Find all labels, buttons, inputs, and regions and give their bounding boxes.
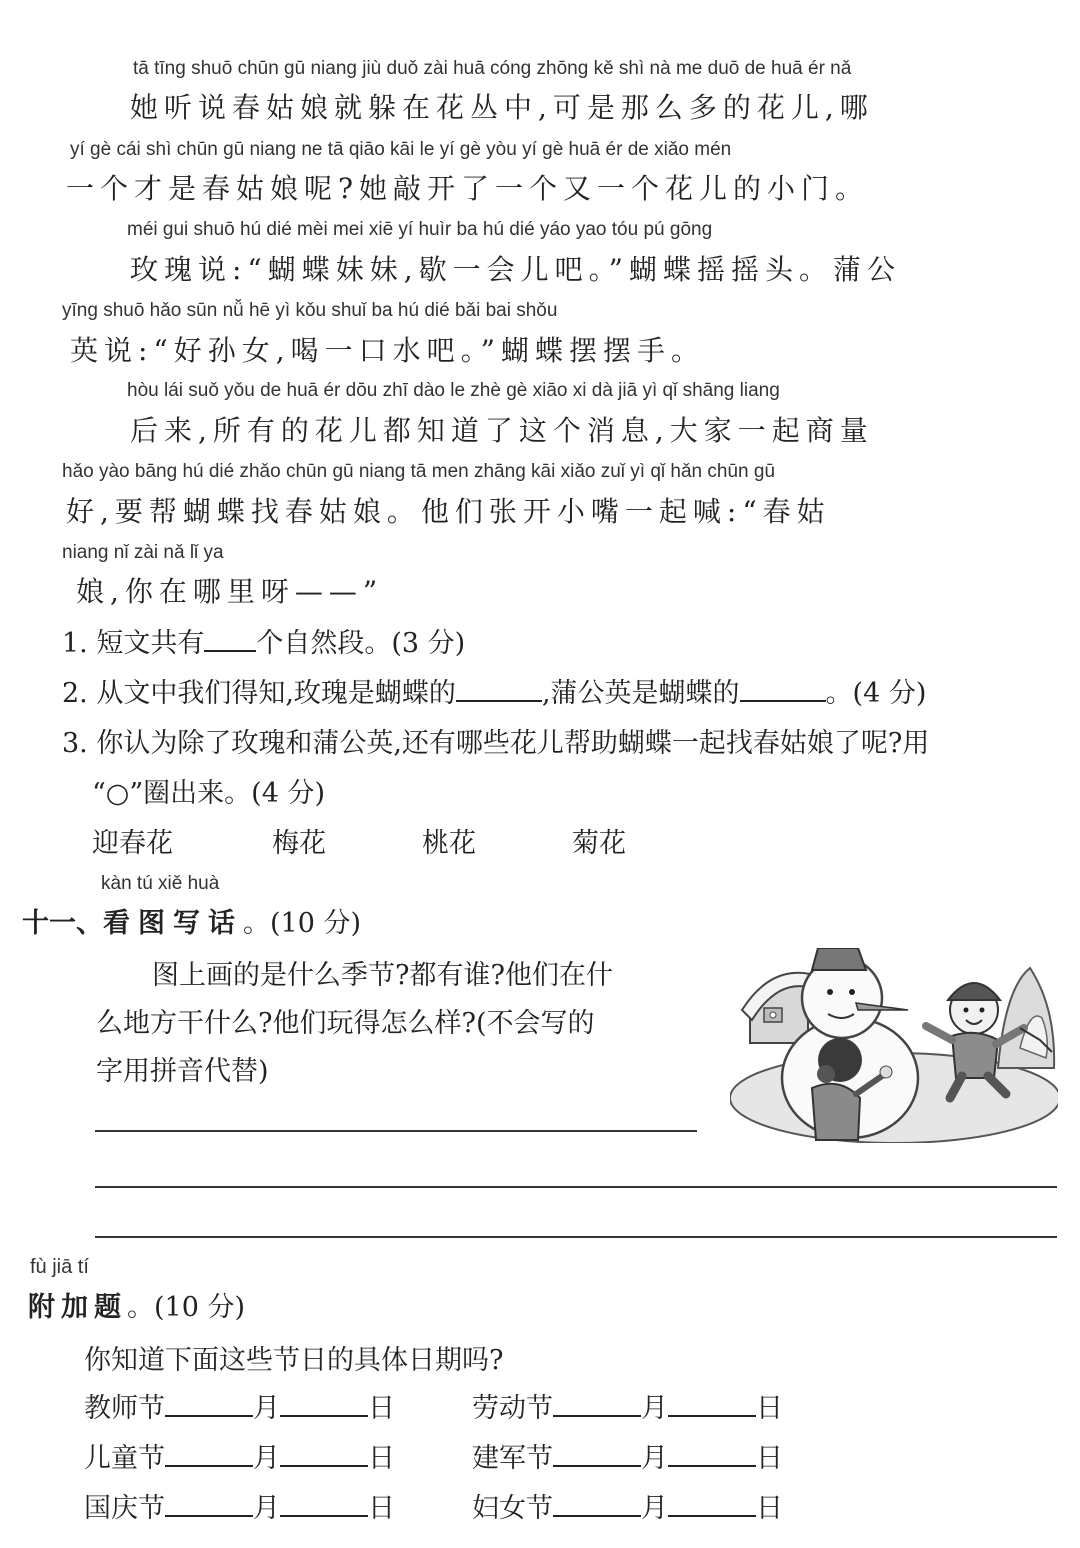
question-2: 2. 从文中我们得知,玫瑰是蝴蝶的 ,蒲公英是蝴蝶的 。(4 分) <box>62 671 926 710</box>
text-line-2: 一个才是春姑娘呢?她敲开了一个又一个花儿的小门。 <box>66 172 870 205</box>
section11-prompt-3: 字用拼音代替) <box>96 1056 269 1087</box>
holiday-row: 建军节 月 日 <box>472 1436 783 1475</box>
day-blank[interactable] <box>280 1489 368 1517</box>
text-line-5: 后来,所有的花儿都知道了这个消息,大家一起商量 <box>130 414 874 447</box>
section11-pinyin: kàn tú xiě huà <box>101 873 220 894</box>
holiday-row: 教师节 月 日 <box>84 1386 395 1425</box>
text-line-1: 她听说春姑娘就躲在花丛中,可是那么多的花儿,哪 <box>130 91 874 124</box>
pinyin-line-6: hǎo yào bāng hú dié zhǎo chūn gū niang tā men zhāng kāi xiǎo zuǐ yì qǐ hǎn chūn gū <box>62 461 776 482</box>
bonus-pinyin: fù jiā tí <box>30 1256 89 1278</box>
month-blank[interactable] <box>165 1389 253 1417</box>
text-line-4: 英说:“好孙女,喝一口水吧。”蝴蝶摆摆手。 <box>70 334 705 367</box>
answer-blank[interactable] <box>740 674 826 702</box>
day-blank[interactable] <box>280 1439 368 1467</box>
month-blank[interactable] <box>553 1439 641 1467</box>
bonus-heading: 附加题。(10 分) <box>28 1292 246 1323</box>
day-blank[interactable] <box>668 1389 756 1417</box>
flower-option[interactable]: 菊花 <box>572 828 626 859</box>
answer-blank[interactable] <box>456 674 542 702</box>
section11-prompt-2: 么地方干什么?他们玩得怎么样?(不会写的 <box>96 1008 595 1039</box>
holiday-row: 妇女节 月 日 <box>472 1486 783 1525</box>
question-3-line-2: “○”圈出来。(4 分) <box>92 778 325 809</box>
text-line-7: 娘,你在哪里呀——” <box>76 575 384 608</box>
month-blank[interactable] <box>165 1489 253 1517</box>
pinyin-line-4: yīng shuō hǎo sūn nǚ hē yì kǒu shuǐ ba hú dié bǎi bai shǒu <box>62 300 558 321</box>
pinyin-line-1: tā tīng shuō chūn gū niang jiù duǒ zài huā cóng zhōng kě shì nà me duō de huā ér nǎ <box>133 58 852 79</box>
pinyin-line-3: méi gui shuō hú dié mèi mei xiē yí huìr ba hú dié yáo yao tóu pú gōng <box>127 219 713 240</box>
pinyin-line-7: niang nǐ zài nǎ lǐ ya <box>62 542 224 563</box>
month-blank[interactable] <box>553 1389 641 1417</box>
day-blank[interactable] <box>668 1439 756 1467</box>
text-line-3: 玫瑰说:“蝴蝶妹妹,歇一会儿吧。”蝴蝶摇摇头。蒲公 <box>130 253 901 286</box>
text-line-6: 好,要帮蝴蝶找春姑娘。他们张开小嘴一起喊:“春姑 <box>66 495 831 528</box>
month-blank[interactable] <box>165 1439 253 1467</box>
holiday-row: 劳动节 月 日 <box>472 1386 783 1425</box>
snowman-illustration <box>730 948 1058 1143</box>
day-blank[interactable] <box>280 1389 368 1417</box>
day-blank[interactable] <box>668 1489 756 1517</box>
writing-line[interactable] <box>95 1236 1057 1238</box>
writing-line[interactable] <box>95 1186 1057 1188</box>
pinyin-line-5: hòu lái suǒ yǒu de huā ér dōu zhī dào le zhè gè xiāo xi dà jiā yì qǐ shāng liang <box>127 380 780 401</box>
month-blank[interactable] <box>553 1489 641 1517</box>
answer-blank[interactable] <box>204 624 256 652</box>
section11-prompt-1: 图上画的是什么季节?都有谁?他们在什 <box>152 960 613 991</box>
question-1: 1. 短文共有 个自然段。(3 分) <box>62 621 465 660</box>
writing-line[interactable] <box>95 1130 697 1132</box>
question-3-line-1: 3. 你认为除了玫瑰和蒲公英,还有哪些花儿帮助蝴蝶一起找春姑娘了呢?用 <box>62 728 930 759</box>
flower-option[interactable]: 迎春花 <box>92 828 173 859</box>
flower-option[interactable]: 梅花 <box>272 828 326 859</box>
section11-heading: 十一、看图写话。(10 分) <box>22 908 362 939</box>
pinyin-line-2: yí gè cái shì chūn gū niang ne tā qiāo kāi le yí gè yòu yí gè huā ér de xiǎo mén <box>70 139 732 160</box>
holiday-row: 国庆节 月 日 <box>84 1486 395 1525</box>
bonus-question: 你知道下面这些节日的具体日期吗? <box>84 1345 504 1376</box>
holiday-row: 儿童节 月 日 <box>84 1436 395 1475</box>
flower-option[interactable]: 桃花 <box>422 828 476 859</box>
